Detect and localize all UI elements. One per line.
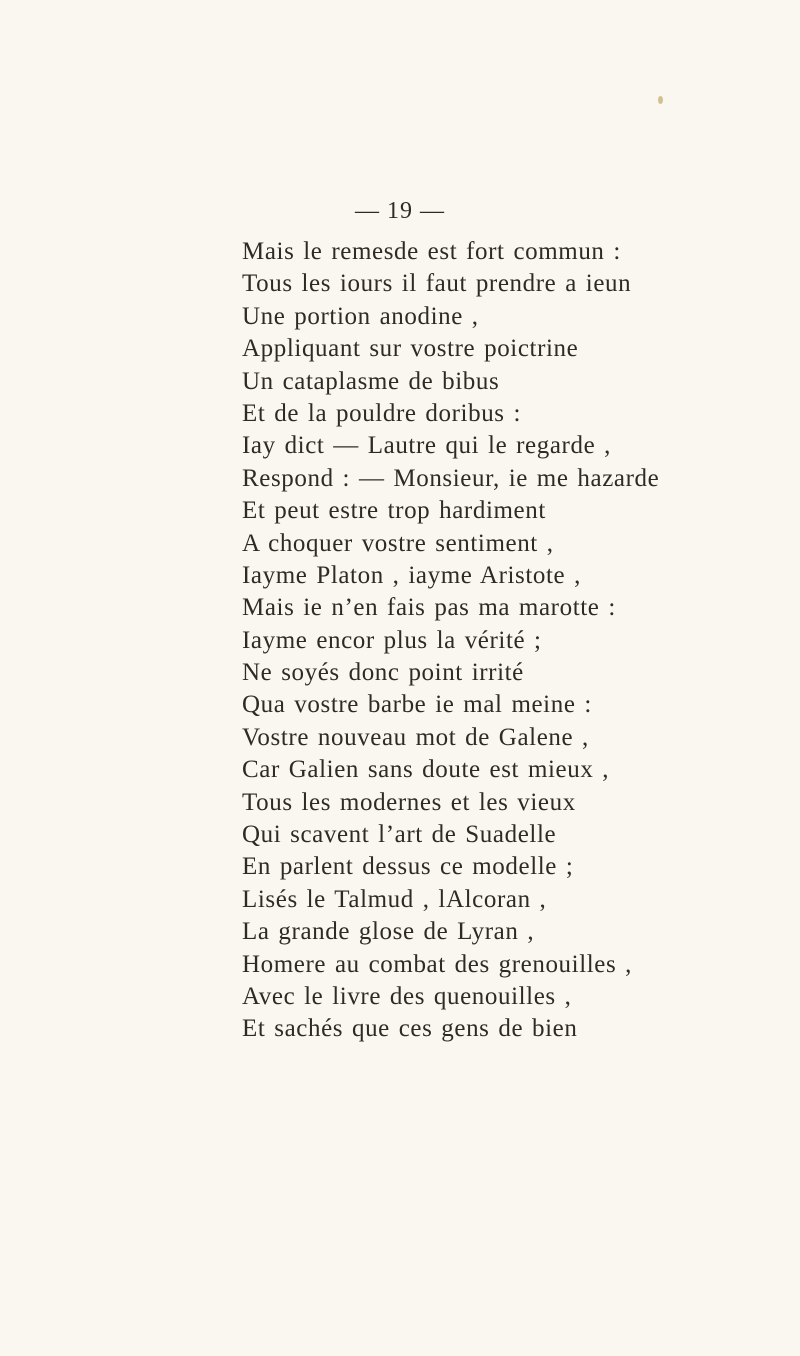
verse-line: Ne soyés donc point irrité xyxy=(242,659,524,687)
verse-line: Vostre nouveau mot de Galene , xyxy=(242,723,589,751)
verse-line: Avec le livre des quenouilles , xyxy=(242,982,572,1010)
page-number: — 19 — xyxy=(355,198,445,224)
verse-line: Iay dict — Lautre qui le regarde , xyxy=(242,432,611,460)
verse-line: Lisés le Talmud , lAlcoran , xyxy=(242,885,547,913)
verse-line: Qui scavent l’art de Suadelle xyxy=(242,821,557,849)
verse-line: Et de la pouldre doribus : xyxy=(242,399,522,427)
verse-line: Iayme Platon , iayme Aristote , xyxy=(242,561,581,589)
verse-line: Homere au combat des grenouilles , xyxy=(242,950,633,978)
paper-speck xyxy=(658,96,663,104)
verse-line: Et sachés que ces gens de bien xyxy=(242,1015,578,1043)
verse-line: Mais ie n’en fais pas ma marotte : xyxy=(242,594,616,622)
verse-line: Et peut estre trop hardiment xyxy=(242,497,546,525)
verse-line: Qua vostre barbe ie mal meine : xyxy=(242,691,592,719)
verse-line: Appliquant sur vostre poictrine xyxy=(242,335,579,363)
verse-line: A choquer vostre sentiment , xyxy=(242,529,554,557)
verse-line: La grande glose de Lyran , xyxy=(242,918,535,946)
verse-line: Respond : — Monsieur, ie me hazarde xyxy=(242,464,660,492)
verse-line: En parlent dessus ce modelle ; xyxy=(242,853,574,881)
poem-text xyxy=(242,236,782,1046)
verse-line: Un cataplasme de bibus xyxy=(242,367,500,395)
verse-line: Tous les modernes et les vieux xyxy=(242,788,576,816)
verse-line: Une portion anodine , xyxy=(242,302,479,330)
verse-line: Tous les iours il faut prendre a ieun xyxy=(242,270,632,298)
verse-line: Iayme encor plus la vérité ; xyxy=(242,626,542,654)
verse-line: Car Galien sans doute est mieux , xyxy=(242,756,610,784)
verse-line: Mais le remesde est fort commun : xyxy=(242,238,621,265)
